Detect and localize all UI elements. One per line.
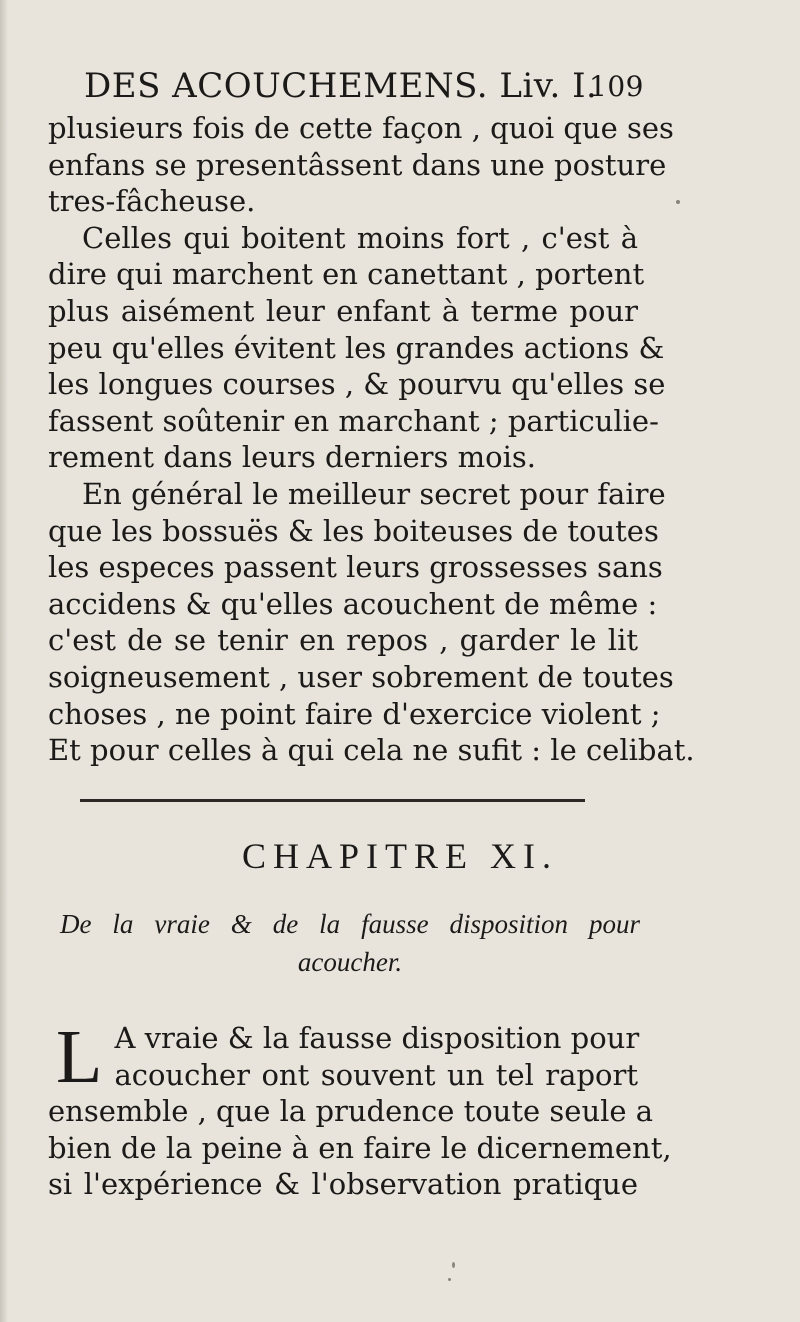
text-line: A vraie & la fausse disposition pour	[114, 1021, 640, 1055]
text-line: enfans se presentâssent dans une posture	[48, 147, 667, 182]
running-head	[84, 66, 644, 106]
chapter-heading: CHAPITRE XI.	[242, 836, 558, 876]
text-line: peu qu'elles évitent les grandes actions &	[48, 330, 665, 365]
text-line: En général le meilleur secret pour faire	[82, 476, 666, 511]
text-line: dire qui marchent en canettant , portent	[48, 257, 645, 292]
text-line: plus aisément leur enfant à terme pour	[48, 293, 638, 328]
chapter-divider-rule	[80, 799, 585, 802]
paper-speck	[448, 1278, 451, 1281]
page-number: 109	[589, 70, 644, 103]
text-line: choses , ne point faire d'exercice violent ;	[48, 696, 661, 731]
text-line: que les bossuës & les boiteuses de toutes	[48, 513, 659, 548]
paper-speck	[452, 1262, 455, 1268]
chapter-subtitle-line: acoucher.	[297, 947, 403, 977]
text-line: acoucher ont souvent un tel raport	[114, 1057, 638, 1092]
text-line: soigneusement , user sobrement de toutes	[48, 659, 674, 694]
paper-speck	[676, 200, 680, 204]
running-head-title: DES ACOUCHEMENS. Liv. I.	[84, 66, 598, 106]
text-line: fassent soûtenir en marchant ; particulie-	[48, 403, 659, 438]
text-line: rement dans leurs derniers mois.	[48, 440, 536, 475]
text-line: les especes passent leurs grossesses sans	[48, 550, 663, 585]
text-line: Celles qui boitent moins fort , c'est à	[82, 220, 638, 255]
text-line: bien de la peine à en faire le dicernement,	[48, 1130, 672, 1165]
text-line: accidens & qu'elles acouchent de même :	[48, 586, 658, 621]
text-line: les longues courses , & pourvu qu'elles se	[48, 367, 666, 402]
text-line: c'est de se tenir en repos , garder le lit	[48, 623, 638, 658]
drop-cap: L	[56, 1015, 103, 1099]
page-edge-shadow	[0, 0, 8, 1322]
body-text-bottom	[48, 1015, 672, 1203]
text-line: Et pour celles à qui cela ne sufit : le celibat.	[48, 733, 695, 768]
chapter-subtitle-line: De la vraie & de la fausse disposition pour	[60, 909, 640, 939]
text-line: ensemble , que la prudence toute seule a	[48, 1094, 654, 1129]
text-line: si l'expérience & l'observation pratique	[48, 1167, 638, 1202]
text-line: tres-fâcheuse.	[48, 184, 256, 219]
body-text-top	[48, 110, 695, 769]
chapter-subtitle	[60, 905, 640, 981]
text-line: plusieurs fois de cette façon , quoi que ses	[48, 111, 674, 145]
